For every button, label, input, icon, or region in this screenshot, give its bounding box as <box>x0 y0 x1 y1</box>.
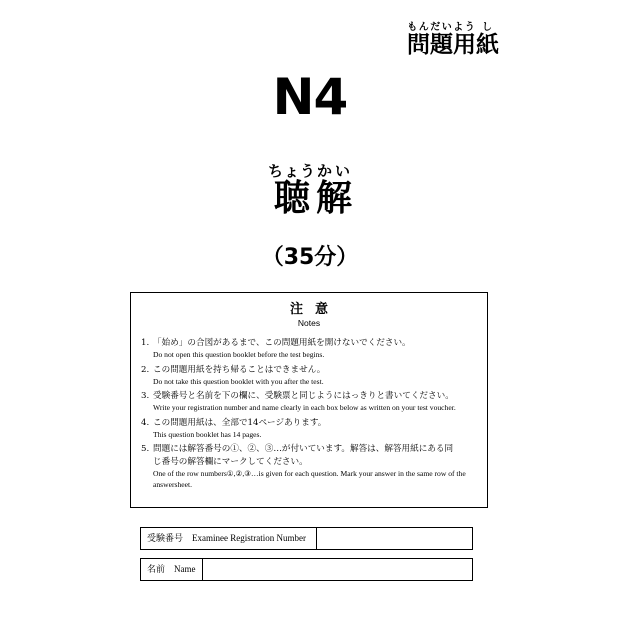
note-number: 2. <box>141 364 150 375</box>
section-title-text: 聴ちょう解かい <box>267 162 353 219</box>
name-label: 名前 Name <box>141 559 203 580</box>
registration-number-field[interactable] <box>317 528 472 549</box>
registration-number-label: 受験番号 Examinee Registration Number <box>141 528 317 549</box>
notes-subtitle: Notes <box>297 318 321 328</box>
booklet-label <box>398 22 508 58</box>
note-item-3 <box>141 390 481 414</box>
note-text-ja: 「始め」の合図があるまで、この問題用紙を開けないでください。 <box>153 338 411 348</box>
note-text-en: This question booklet has 14 pages. <box>153 429 262 439</box>
note-text-en: One of the row numbers①,②,③…is given for each question. Mark your answer in the same row of the answersheet. <box>153 469 466 489</box>
note-text-ja-continued: じ番号の解答欄にマークしてください。 <box>153 457 308 467</box>
section-title <box>0 162 620 219</box>
note-text-en: Do not take this question booklet with you after the test. <box>153 376 324 386</box>
notes-list <box>141 337 481 493</box>
note-number: 1. <box>141 338 150 348</box>
test-duration: （35分） <box>261 245 359 270</box>
note-text-en: Do not open this question booklet before the test begins. <box>153 350 325 359</box>
registration-number-row <box>140 527 473 550</box>
note-number: 4. <box>141 417 150 428</box>
notes-box <box>130 292 488 508</box>
note-text-ja: この問題用紙を持ち帰ることはできません。 <box>153 364 326 375</box>
note-text-en: Write your registration number and name clearly in each box below as written on your test voucher. <box>153 403 456 412</box>
note-item-5 <box>141 443 481 490</box>
note-item-1 <box>141 337 481 361</box>
note-item-2 <box>141 364 481 388</box>
notes-title: 注意 <box>289 302 340 317</box>
name-field[interactable] <box>203 559 472 580</box>
note-number: 5. <box>141 444 150 454</box>
note-number: 3. <box>141 391 150 401</box>
name-row <box>140 558 473 581</box>
booklet-label-text: 問もん題だい用よう紙し <box>407 22 499 58</box>
note-item-4 <box>141 417 481 441</box>
note-text-ja: この問題用紙は、全部で14ページあります。 <box>153 417 327 428</box>
note-text-ja: 受験番号と名前を下の欄に、受験票と同じようにはっきりと書いてください。 <box>153 391 454 401</box>
test-level: N4 <box>272 68 348 126</box>
note-text-ja: 問題には解答番号の①、②、③…が付いています。解答は、解答用紙にある同 <box>153 444 454 454</box>
